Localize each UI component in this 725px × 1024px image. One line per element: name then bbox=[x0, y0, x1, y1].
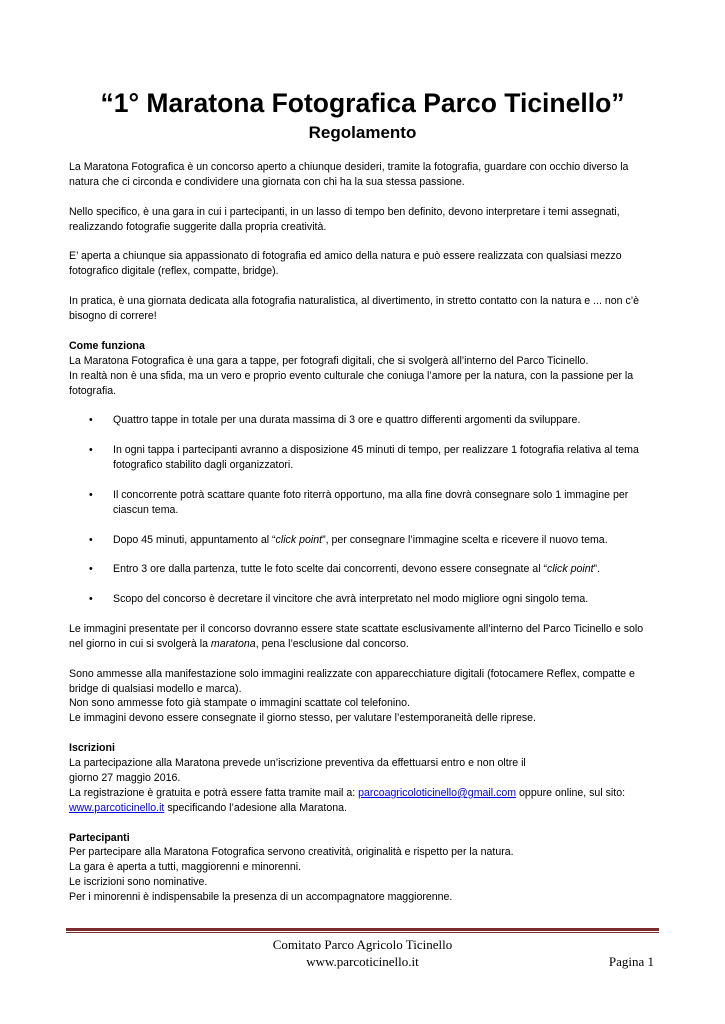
footer-divider-thin bbox=[66, 932, 659, 933]
list-item: • In ogni tappa i partecipanti avranno a disposizione 45 minuti di tempo, per realizzare 1 fotografia relativa al tema fotografico stabilito dagli organizzatori. bbox=[89, 444, 639, 472]
list-item: • Quattro tappe in totale per una durata massima di 3 ore e quattro differenti argomenti da sviluppare. bbox=[89, 414, 581, 427]
partecipanti-heading: Partecipanti bbox=[69, 831, 130, 844]
rules-bullet-list bbox=[69, 413, 659, 607]
partecipanti-line-4: Per i minorenni è indispensabile la presenza di un accompagnatore maggiorenne. bbox=[69, 891, 453, 904]
partecipanti-line-3: Le iscrizioni sono nominative. bbox=[69, 876, 208, 889]
rules-paragraph-1: Le immagini presentate per il concorso dovranno essere state scattate esclusivamente all’interno del Parco Ticinello e solo nel giorno in cui si svolgerà la maratona, pena l’esclusione dal concorso. bbox=[69, 622, 644, 650]
intro-paragraph-1: La Maratona Fotografica è un concorso aperto a chiunque desideri, tramite la fotografia, guardare con occhio diverso la natura che ci circonda e condividere una giornata con chi ha la sua stessa passione. bbox=[69, 161, 629, 188]
bullet-icon: • bbox=[89, 593, 93, 606]
bullet-icon: • bbox=[89, 444, 93, 457]
footer-organization: Comitato Parco Agricolo Ticinello bbox=[272, 937, 453, 952]
intro-paragraph-4: In pratica, è una giornata dedicata alla fotografia naturalistica, al divertimento, in stretto contatto con la natura e ... non c’è bisogno di correre! bbox=[69, 295, 640, 323]
document-body bbox=[69, 160, 659, 905]
intro-paragraph-2: Nello specifico, è una gara in cui i partecipanti, in un lasso di tempo ben definito, devono interpretare i temi assegnati, realizzando fotografie suggerite dalla propria creatività. bbox=[69, 205, 620, 233]
intro-paragraph-3: E’ aperta a chiunque sia appassionato di fotografia ed amico della natura e può essere realizzata con qualsiasi mezzo fotografico digitale (reflex, compatte, bridge). bbox=[69, 250, 622, 278]
partecipanti-line-1: Per partecipare alla Maratona Fotografica servono creatività, originalità e rispetto per la natura. bbox=[69, 846, 514, 859]
list-item: • Scopo del concorso è decretare il vincitore che avrà interpretato nel modo migliore ogni singolo tema. bbox=[89, 593, 589, 606]
footer-divider bbox=[66, 928, 659, 931]
bullet-icon: • bbox=[89, 533, 93, 546]
rules-paragraph-3: Non sono ammesse foto già stampate o immagini scattate col telefonino. bbox=[69, 697, 410, 710]
come-funziona-line-2: In realtà non è una sfida, ma un vero e proprio evento culturale che coniuga l’amore per la natura, con la passione per la fotografia. bbox=[69, 369, 634, 397]
page-footer bbox=[0, 936, 725, 970]
rules-paragraph-2: Sono ammesse alla manifestazione solo immagini realizzate con apparecchiature digitali (fotocamere Reflex, compatte e bridge di qualsiasi modello e marca). bbox=[69, 667, 635, 695]
list-item: • Entro 3 ore dalla partenza, tutte le foto scelte dai concorrenti, devono essere consegnate al “click point”. bbox=[89, 563, 601, 576]
page-number: Pagina 1 bbox=[608, 954, 654, 969]
iscrizioni-line-1: La partecipazione alla Maratona prevede un’iscrizione preventiva da effettuarsi entro e non oltre il bbox=[69, 757, 526, 770]
bullet-icon: • bbox=[89, 488, 93, 501]
footer-website: www.parcoticinello.it bbox=[306, 954, 419, 969]
website-link[interactable]: www.parcoticinello.it bbox=[69, 801, 165, 814]
bullet-icon: • bbox=[89, 414, 93, 427]
bullet-icon: • bbox=[89, 563, 93, 576]
rules-paragraph-4: Le immagini devono essere consegnate il giorno stesso, per valutare l’estemporaneità delle riprese. bbox=[69, 712, 536, 725]
partecipanti-line-2: La gara è aperta a tutti, maggiorenni e minorenni. bbox=[69, 861, 302, 874]
document-title: “1° Maratona Fotografica Parco Ticinello” bbox=[100, 88, 625, 118]
iscrizioni-heading: Iscrizioni bbox=[69, 742, 115, 755]
email-link[interactable]: parcoagricoloticinello@gmail.com bbox=[358, 786, 517, 799]
iscrizioni-line-3: La registrazione è gratuita e potrà essere fatta tramite mail a: parcoagricoloticinello@gmail.com oppure online, sul sito: www.parcoticinello.it specificando l’adesione alla Maratona. bbox=[69, 786, 626, 814]
document-subtitle: Regolamento bbox=[308, 123, 417, 142]
come-funziona-heading: Come funziona bbox=[69, 339, 145, 352]
list-item: • Il concorrente potrà scattare quante foto riterrà opportuno, ma alla fine dovrà consegnare solo 1 immagine per ciascun tema. bbox=[89, 488, 629, 516]
come-funziona-line-1: La Maratona Fotografica è una gara a tappe, per fotografi digitali, che si svolgerà all’interno del Parco Ticinello. bbox=[69, 354, 589, 367]
iscrizioni-line-2: giorno 27 maggio 2016. bbox=[69, 771, 181, 784]
list-item: • Dopo 45 minuti, appuntamento al “click point”, per consegnare l’immagine scelta e ricevere il nuovo tema. bbox=[89, 533, 608, 546]
